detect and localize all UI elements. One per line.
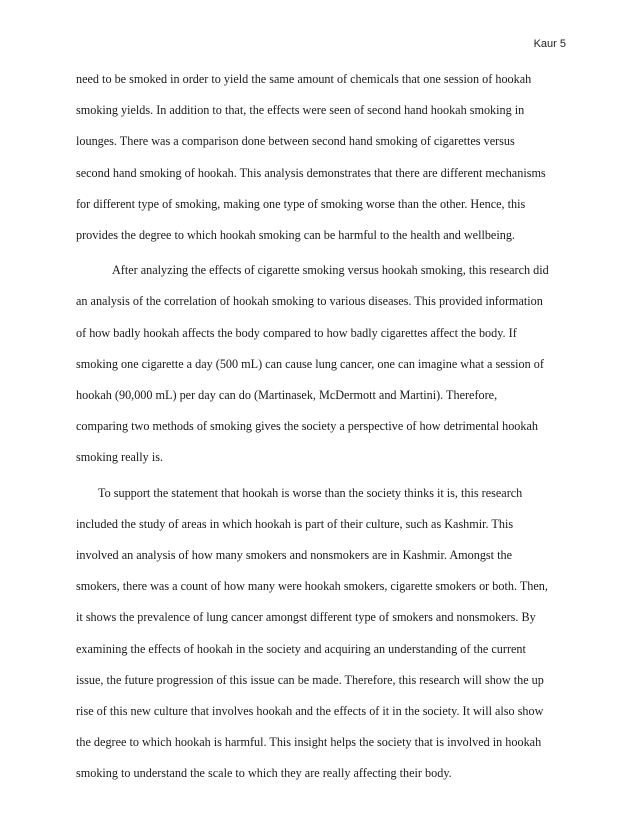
text-line: comparing two methods of smoking gives the society a perspective of how detrimental hookah	[76, 419, 539, 434]
text-line: smoking really is.	[76, 450, 163, 465]
text-line: it shows the prevalence of lung cancer amongst different type of smokers and nonsmokers. By	[76, 610, 536, 625]
text-line: examining the effects of hookah in the society and acquiring an understanding of the current	[76, 641, 526, 656]
text-line: smoking to understand the scale to which they are really affecting their body.	[76, 766, 452, 781]
text-line: issue, the future progression of this issue can be made. Therefore, this research will show the up	[76, 672, 544, 687]
text-line: the degree to which hookah is harmful. This insight helps the society that is involved in hookah	[76, 735, 542, 750]
text-line: lounges. There was a comparison done between second hand smoking of cigarettes versus	[76, 134, 515, 149]
text-line: hookah (90,000 mL) per day can do (Martinasek, McDermott and Martini). Therefore,	[76, 388, 498, 403]
paragraph-3	[76, 478, 561, 790]
text-line: smoking one cigarette a day (500 mL) can cause lung cancer, one can imagine what a session of	[76, 356, 544, 371]
text-line: an analysis of the correlation of hookah smoking to various diseases. This provided information	[76, 294, 543, 309]
text-line: After analyzing the effects of cigarette smoking versus hookah smoking, this research did	[112, 263, 549, 278]
text-line: included the study of areas in which hookah is part of their culture, such as Kashmir. This	[76, 516, 514, 531]
text-line: of how badly hookah affects the body compared to how badly cigarettes affect the body. If	[76, 325, 517, 340]
text-line: need to be smoked in order to yield the same amount of chemicals that one session of hookah	[76, 72, 532, 86]
paragraph-1	[76, 64, 561, 251]
text-line: second hand smoking of hookah. This analysis demonstrates that there are different mechanisms	[76, 165, 546, 180]
running-head: Kaur 5	[533, 38, 566, 50]
text-line: provides the degree to which hookah smoking can be harmful to the health and wellbeing.	[76, 228, 515, 243]
text-line: for different type of smoking, making one type of smoking worse than the other. Hence, this	[76, 196, 526, 211]
paragraph-2	[76, 255, 561, 473]
body-text	[76, 64, 561, 790]
text-line: smokers, there was a count of how many were hookah smokers, cigarette smokers or both. Then,	[76, 579, 548, 594]
text-line: To support the statement that hookah is worse than the society thinks it is, this research	[98, 485, 523, 500]
text-line: smoking yields. In addition to that, the effects were seen of second hand hookah smoking in	[76, 103, 525, 118]
text-line: rise of this new culture that involves hookah and the effects of it in the society. It will also show	[76, 704, 544, 719]
text-line: involved an analysis of how many smokers and nonsmokers are in Kashmir. Amongst the	[76, 548, 512, 563]
